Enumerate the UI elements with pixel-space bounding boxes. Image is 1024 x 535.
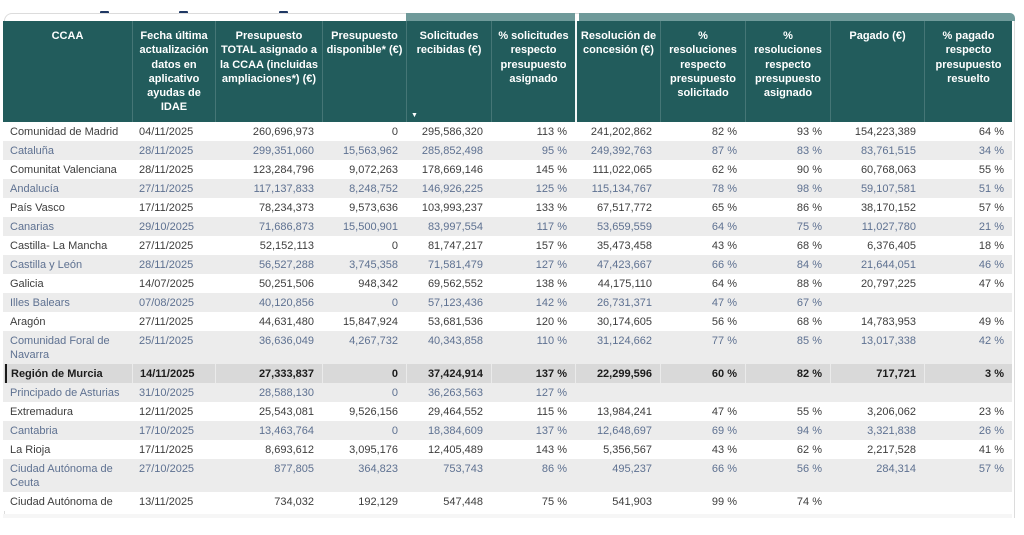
table-cell: 110 % (536, 335, 567, 347)
table-cell: 94 % (796, 425, 822, 437)
table-cell: 157 % (535, 240, 567, 252)
table-cell: 27/11/2025 (139, 240, 194, 252)
table-cell: 8,248,752 (349, 183, 398, 195)
table-cell: 364,823 (358, 463, 398, 475)
table-cell: 59,107,581 (860, 183, 916, 195)
table-cell: 84 % (796, 259, 822, 271)
table-cell: Castilla- La Mancha (10, 240, 108, 252)
table-cell: 295,586,320 (421, 126, 483, 138)
table-cell: 87 % (711, 145, 737, 157)
table-cell: 83,997,554 (427, 221, 483, 233)
table-cell: 67,517,772 (596, 202, 652, 214)
table-cell: 26,731,371 (596, 297, 652, 309)
table-row[interactable] (3, 312, 1012, 331)
table-cell: 13,984,241 (596, 406, 652, 418)
table-cell: 99 % (711, 496, 737, 508)
table-cell: 15,847,924 (342, 316, 398, 328)
table-row[interactable] (3, 492, 1012, 511)
table-cell: 27/10/2025 (139, 463, 195, 475)
table-cell: Extremadura (10, 406, 73, 418)
table-cell: 27,333,837 (215, 364, 322, 383)
table-cell: 3,095,176 (349, 444, 398, 456)
table-cell: Principado de Asturias (10, 387, 120, 399)
table-row[interactable] (3, 421, 1012, 440)
table-row[interactable] (3, 255, 1012, 274)
table-row[interactable] (3, 160, 1012, 179)
table-cell: 285,852,498 (421, 145, 483, 157)
table-cell: 93 % (796, 126, 822, 138)
table-cell: Ciudad Autónoma de Ceuta (10, 463, 113, 489)
table-cell: 98 % (796, 183, 822, 195)
header-cell-4[interactable]: Solicitudes recibidas (€) ▼ (406, 21, 491, 122)
table-cell: 36,263,563 (427, 387, 483, 399)
table-row[interactable] (3, 217, 1012, 236)
table-row[interactable] (3, 364, 1012, 383)
table-row[interactable] (3, 402, 1012, 421)
table-row[interactable] (3, 179, 1012, 198)
table-cell: 52,152,113 (259, 240, 314, 252)
table-cell: 5,356,567 (603, 444, 652, 456)
table-cell: 142 % (535, 297, 567, 309)
table-cell: 82 % (745, 364, 830, 383)
table-cell: Ciudad Autónoma de (10, 496, 113, 508)
table-cell (924, 383, 1012, 402)
table-cell: 2,217,528 (867, 444, 916, 456)
table-cell: 0 (322, 364, 406, 383)
table-cell: 57,123,436 (427, 297, 483, 309)
table-cell (660, 383, 745, 402)
table-cell: 3,206,062 (867, 406, 916, 418)
table-cell: 34 % (978, 145, 1004, 157)
table-cell: 3,321,838 (867, 425, 916, 437)
table-cell: 46 % (978, 259, 1004, 271)
table-cell: 60 % (660, 364, 745, 383)
table-cell: 27/11/2025 (139, 183, 194, 195)
table-cell: Comunidad Foral de Navarra (10, 335, 110, 361)
header-cell-1[interactable]: Fecha última actualización datos en aplicativo ayudas de IDAE (132, 21, 215, 122)
table-cell: 14/11/2025 (132, 364, 215, 383)
table-cell: 0 (391, 126, 398, 138)
table-cell: 47 % (711, 406, 737, 418)
table-cell: 103,993,237 (421, 202, 483, 214)
table-cell: 83 % (796, 145, 822, 157)
table-cell: 67 % (796, 297, 822, 309)
header-cell-8[interactable]: % resoluciones respecto presupuesto asignado (745, 21, 830, 122)
header-cell-9[interactable]: Pagado (€) (830, 21, 924, 122)
table-cell: 12/11/2025 (139, 406, 194, 418)
table-cell: 127 % (535, 259, 567, 271)
table-cell: 137 % (535, 425, 567, 437)
table-cell: 9,072,263 (349, 164, 398, 176)
table-cell: 14/07/2025 (139, 278, 195, 290)
table-cell: 82 % (711, 126, 737, 138)
table-cell: 53,659,559 (596, 221, 652, 233)
sort-descending-icon: ▼ (411, 112, 418, 119)
table-cell: 95 % (541, 145, 567, 157)
table-cell: 12,405,489 (427, 444, 483, 456)
table-cell: Región de Murcia (3, 364, 132, 383)
table-cell: 36,636,049 (258, 335, 314, 347)
table-cell: 64 % (711, 278, 737, 290)
table-row[interactable] (3, 122, 1012, 141)
table-cell: 115,134,767 (591, 183, 652, 195)
table-cell: 28/11/2025 (139, 164, 194, 176)
table-cell: 14,783,953 (860, 316, 916, 328)
table-cell: 717,721 (830, 364, 924, 383)
table-cell: 26 % (978, 425, 1004, 437)
table-cell: 57 % (978, 202, 1004, 214)
table-cell (830, 293, 924, 312)
table-cell: 38,170,152 (860, 202, 916, 214)
table-cell: 146,926,225 (421, 183, 483, 195)
table-cell: 41 % (978, 444, 1004, 456)
group-band-resolucion (579, 13, 1015, 21)
table-cell: Cantabria (10, 425, 58, 437)
table-cell: 85 % (796, 335, 822, 347)
table-cell: 495,237 (612, 463, 652, 475)
table-cell: 125 % (535, 183, 567, 195)
table-body (3, 122, 1012, 511)
table-cell: 21 % (978, 221, 1004, 233)
table-cell: 11,027,780 (861, 221, 916, 233)
table-cell: 56 % (711, 316, 737, 328)
table-cell: 3,745,358 (349, 259, 398, 271)
table-cell (575, 383, 660, 402)
table-cell: 877,805 (274, 463, 314, 475)
table-cell: Comunidad de Madrid (10, 126, 119, 138)
table-cell: 241,202,862 (590, 126, 652, 138)
header-cell-10[interactable]: % pagado respecto presupuesto resuelto (924, 21, 1012, 122)
table-cell: 71,686,873 (258, 221, 314, 233)
table-cell: 8,693,612 (265, 444, 314, 456)
table-cell: 40,120,856 (258, 297, 314, 309)
table-cell: 3 % (924, 364, 1012, 383)
table-cell: 78 % (711, 183, 737, 195)
table-cell: 31,124,662 (596, 335, 652, 347)
table-row[interactable] (3, 459, 1012, 492)
table-cell: 74 % (796, 496, 822, 508)
table-cell: 31/10/2025 (139, 387, 195, 399)
table-cell: Illes Balears (10, 297, 70, 309)
table-cell: 115 % (536, 406, 567, 418)
table-cell: 53,681,536 (427, 316, 483, 328)
group-band-solicitudes (406, 13, 575, 21)
table-cell: 734,032 (274, 496, 314, 508)
table-cell: 18 % (978, 240, 1004, 252)
ccaa-summary-table (3, 21, 1012, 511)
table-cell: 47 % (711, 297, 737, 309)
table-cell: 50,251,506 (258, 278, 314, 290)
table-cell: Castilla y León (10, 259, 83, 271)
table-cell: 4,267,732 (349, 335, 398, 347)
table-cell: 88 % (796, 278, 822, 290)
table-cell: 541,903 (612, 496, 652, 508)
table-cell: Andalucía (10, 183, 59, 195)
table-cell: 86 % (796, 202, 822, 214)
selected-row-caret (5, 364, 7, 383)
table-cell: País Vasco (10, 202, 65, 214)
table-bottom-strip (3, 514, 1012, 518)
table-cell: 60,768,063 (860, 164, 916, 176)
table-cell: 145 % (535, 164, 567, 176)
table-cell: 83,761,515 (860, 145, 916, 157)
table-row[interactable] (3, 383, 1012, 402)
table-cell: 17/10/2025 (139, 425, 195, 437)
table-row[interactable] (3, 236, 1012, 255)
header-cell-0[interactable]: CCAA (51, 30, 84, 42)
table-cell: Comunitat Valenciana (10, 164, 117, 176)
table-cell: 0 (391, 297, 398, 309)
table-cell: 120 % (535, 316, 567, 328)
table-cell: 27/11/2025 (139, 316, 194, 328)
table-cell: 143 % (535, 444, 567, 456)
header-cell-5[interactable]: % solicitudes respecto presupuesto asignado (491, 21, 575, 122)
table-cell: 49 % (978, 316, 1004, 328)
table-cell: 9,526,156 (349, 406, 398, 418)
table-cell: 90 % (796, 164, 822, 176)
table-cell (830, 383, 924, 402)
table-cell: 13,017,338 (860, 335, 916, 347)
table-cell: 192,129 (358, 496, 398, 508)
table-cell: 20,797,225 (860, 278, 916, 290)
table-cell: 28/11/2025 (139, 145, 194, 157)
table-cell: Galicia (10, 278, 44, 290)
table-cell: 37,424,914 (406, 364, 491, 383)
table-row[interactable] (3, 293, 1012, 312)
table-cell: 13,463,764 (258, 425, 314, 437)
table-cell: 55 % (978, 164, 1004, 176)
table-cell (745, 383, 830, 402)
table-cell: Canarias (10, 221, 55, 233)
table-cell: 284,314 (876, 463, 916, 475)
table-cell: 71,581,479 (427, 259, 483, 271)
table-cell: 299,351,060 (252, 145, 314, 157)
table-cell: 178,669,146 (421, 164, 483, 176)
table-cell: 55 % (796, 406, 822, 418)
table-cell: 66 % (711, 463, 737, 475)
table-cell: 137 % (491, 364, 575, 383)
table-cell: La Rioja (10, 444, 51, 456)
table-cell: 154,223,389 (854, 126, 916, 138)
table-cell: 56,527,288 (258, 259, 314, 271)
table-row[interactable] (3, 141, 1012, 160)
table-cell: 0 (391, 240, 398, 252)
table-cell: 15,500,901 (342, 221, 398, 233)
table-cell (830, 492, 924, 511)
table-cell: 75 % (796, 221, 822, 233)
table-cell: 68 % (796, 316, 822, 328)
table-cell: 68 % (796, 240, 822, 252)
table-cell: 17/11/2025 (139, 202, 194, 214)
table-cell: 04/11/2025 (139, 126, 194, 138)
table-cell: 22,299,596 (575, 364, 660, 383)
header-cell-7[interactable]: % resoluciones respecto presupuesto solicitado (660, 21, 745, 122)
table-cell: 29/10/2025 (139, 221, 195, 233)
table-cell: 42 % (978, 335, 1004, 347)
header-cell-3[interactable]: Presupuesto disponible* (€) (322, 21, 406, 122)
table-cell: 17/11/2025 (139, 444, 194, 456)
table-cell: 51 % (978, 183, 1004, 195)
table-cell: 07/08/2025 (139, 297, 195, 309)
table-cell: 81,747,217 (427, 240, 483, 252)
table-cell: 57 % (978, 463, 1004, 475)
table-cell: 23 % (978, 406, 1004, 418)
table-cell: 56 % (796, 463, 822, 475)
table-cell: 64 % (978, 126, 1004, 138)
table-header (3, 21, 1012, 122)
table-cell: 25/11/2025 (139, 335, 194, 347)
table-cell: 113 % (536, 126, 567, 138)
table-row[interactable] (3, 331, 1012, 364)
table-cell: 47,423,667 (596, 259, 652, 271)
table-cell: 43 % (711, 444, 737, 456)
table-cell: 78,234,373 (258, 202, 314, 214)
table-row[interactable] (3, 198, 1012, 217)
table-cell: 86 % (541, 463, 567, 475)
table-cell: 0 (391, 425, 398, 437)
table-cell: 21,644,051 (860, 259, 916, 271)
table-cell: 62 % (796, 444, 822, 456)
table-cell: 6,376,405 (867, 240, 916, 252)
table-cell (924, 293, 1012, 312)
table-cell: 117 % (536, 221, 567, 233)
table-cell: 28,588,130 (258, 387, 314, 399)
table-cell: 43 % (711, 240, 737, 252)
table-cell: 69,562,552 (427, 278, 483, 290)
table-cell: Aragón (10, 316, 46, 328)
table-cell: 69 % (711, 425, 737, 437)
header-cell-2[interactable]: Presupuesto TOTAL asignado a la CCAA (incluidas ampliaciones*) (€) (215, 21, 322, 122)
table-cell: 12,648,697 (596, 425, 652, 437)
table-cell: 15,563,962 (342, 145, 398, 157)
table-cell: 133 % (535, 202, 567, 214)
table-cell: 13/11/2025 (139, 496, 194, 508)
table-cell: 123,284,796 (252, 164, 314, 176)
table-cell: 753,743 (443, 463, 483, 475)
table-cell: 47 % (978, 278, 1004, 290)
table-cell: 29,464,552 (427, 406, 483, 418)
table-cell: 28/11/2025 (139, 259, 194, 271)
table-cell: 62 % (711, 164, 737, 176)
table-cell: 66 % (711, 259, 737, 271)
header-cell-6[interactable]: Resolución de concesión (€) (575, 21, 660, 122)
table-cell: 0 (391, 387, 398, 399)
table-cell: 75 % (541, 496, 567, 508)
table-cell: 44,175,110 (597, 278, 652, 290)
table-cell: 77 % (711, 335, 737, 347)
table-cell: 35,473,458 (596, 240, 652, 252)
table-cell: 127 % (535, 387, 567, 399)
table-cell: 64 % (711, 221, 737, 233)
table-cell (924, 492, 1012, 511)
table-cell: 9,573,636 (349, 202, 398, 214)
table-cell: 44,631,480 (258, 316, 314, 328)
table-row[interactable] (3, 440, 1012, 459)
table-cell: Cataluña (10, 145, 55, 157)
table-cell: 948,342 (358, 278, 398, 290)
table-cell: 40,343,858 (427, 335, 483, 347)
table-cell: 65 % (711, 202, 737, 214)
table-cell: 30,174,605 (596, 316, 652, 328)
table-cell: 260,696,973 (252, 126, 314, 138)
table-cell: 18,384,609 (427, 425, 483, 437)
table-cell: 25,543,081 (258, 406, 314, 418)
table-cell: 117,137,833 (253, 183, 314, 195)
table-cell: 111,022,065 (592, 164, 652, 176)
table-row[interactable] (3, 274, 1012, 293)
table-cell: 138 % (535, 278, 567, 290)
table-cell: 547,448 (443, 496, 483, 508)
table-cell: 249,392,763 (590, 145, 652, 157)
